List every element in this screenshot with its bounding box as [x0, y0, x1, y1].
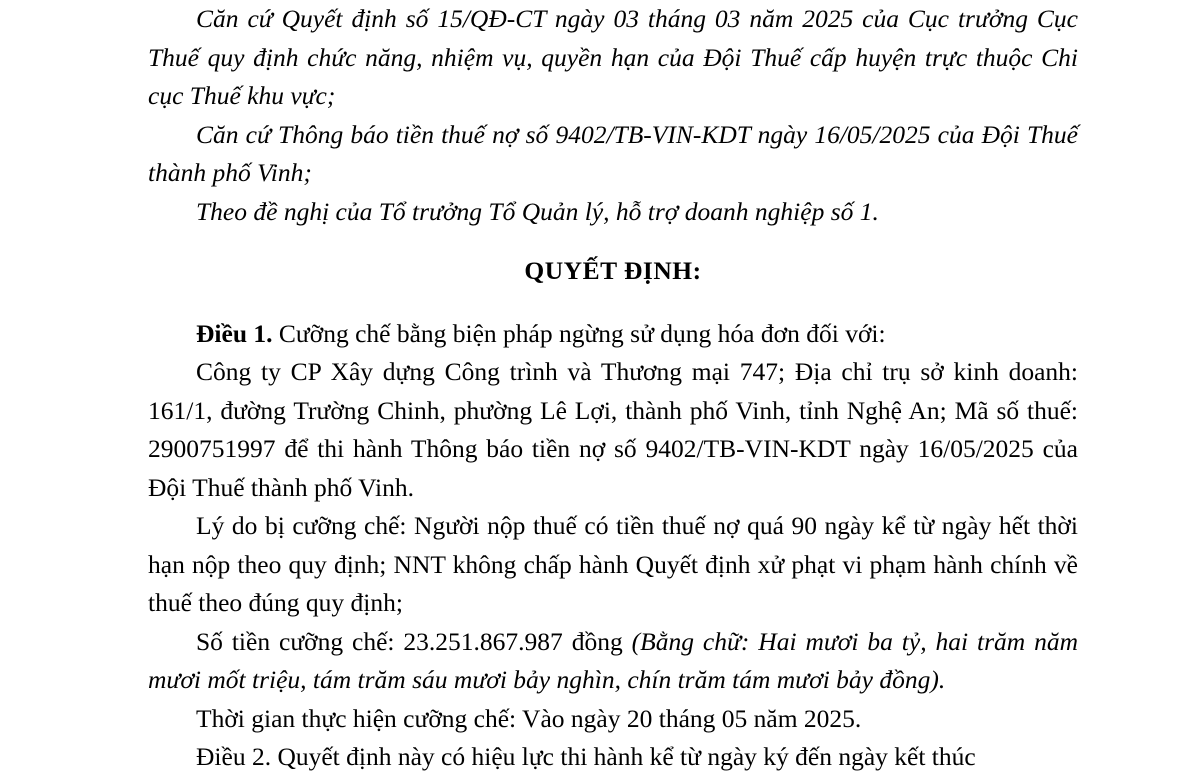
taxpayer-paragraph: Công ty CP Xây dựng Công trình và Thương mại 747; Địa chỉ trụ sở kinh doanh: 161/1, đường Trường Chinh, phường Lê Lợi, thành phố Vinh, tỉnh Nghệ An; Mã số thuế: 2900751997 để thi hành Thông báo tiền nợ số 9402/TB-VIN-KDT ngày 16/05/2025 của Đội Thuế thành phố Vinh. [148, 357, 1078, 502]
article-1-text: Cưỡng chế bằng biện pháp ngừng sử dụng hóa đơn đối với: [272, 318, 886, 348]
amount-prefix: Số tiền cưỡng chế: 23.251.867.987 đồng [196, 626, 632, 656]
decision-heading: QUYẾT ĐỊNH: [524, 256, 702, 285]
article-2-cut-off: Điều 2. Quyết định này có hiệu lực thi hành kể từ ngày ký đến ngày kết thúc [196, 742, 976, 771]
reason-paragraph: Lý do bị cưỡng chế: Người nộp thuế có tiền thuế nợ quá 90 ngày kể từ ngày hết thời hạn nộp theo quy định; NNT không chấp hành Quyết định xử phạt vi phạm hành chính về thuế theo đúng quy định; [148, 511, 1078, 617]
preamble-paragraph-2: Căn cứ Thông báo tiền thuế nợ số 9402/TB-VIN-KDT ngày 16/05/2025 của Đội Thuế thành phố Vinh; [148, 119, 1078, 187]
time-paragraph: Thời gian thực hiện cưỡng chế: Vào ngày 20 tháng 05 năm 2025. [196, 703, 862, 733]
spacer-before-heading [148, 231, 1078, 252]
amount-in-words: (Bằng chữ: Hai mươi ba tỷ, hai trăm năm mươi mốt triệu, tám trăm sáu mươi bảy nghìn, chín trăm tám mươi bảy đồng). [148, 626, 1078, 694]
preamble-paragraph-1: Căn cứ Quyết định số 15/QĐ-CT ngày 03 tháng 03 năm 2025 của Cục trưởng Cục Thuế quy định chức năng, nhiệm vụ, quyền hạn của Đội Thuế cấp huyện trực thuộc Chi cục Thuế khu vực; [148, 4, 1078, 110]
preamble-paragraph-3: Theo đề nghị của Tổ trưởng Tổ Quản lý, hỗ trợ doanh nghiệp số 1. [196, 196, 879, 226]
article-1-paragraph [148, 315, 1078, 354]
document-body [148, 0, 1078, 771]
spacer-after-heading [148, 291, 1078, 315]
article-1-label: Điều 1. [196, 318, 273, 348]
amount-paragraph [148, 623, 1078, 700]
